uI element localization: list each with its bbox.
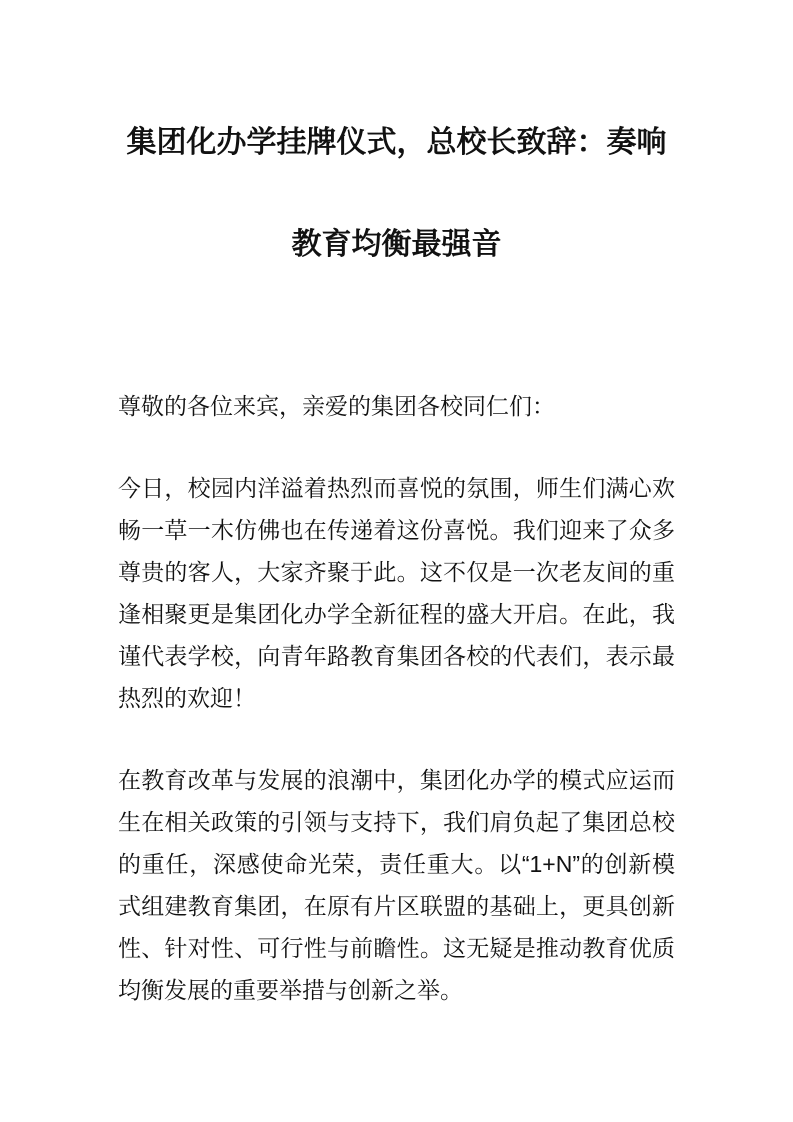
body-paragraph-1: 今日，校园内洋溢着热烈而喜悦的氛围，师生们满心欢畅一草一木仿佛也在传递着这份喜悦。我们迎来了众多尊贵的客人，大家齐聚于此。这不仅是一次老友间的重逢相聚更是集团化办学全新征程的盛大开启。在此，我谨代表学校，向青年路教育集团各校的代表们，表示最热烈的欢迎！	[118, 475, 675, 711]
document-title: 集团化办学挂牌仪式，总校长致辞：奏响教育均衡最强音	[126, 126, 667, 261]
document-content	[0, 92, 793, 1011]
body-paragraph-2: 在教育改革与发展的浪潮中，集团化办学的模式应运而生在相关政策的引领与支持下，我们肩负起了集团总校的重任，深感使命光荣，责任重大。以“1+N”的创新模式组建教育集团，在原有片区联盟的基础上，更具创新性、针对性、可行性与前瞻性。这无疑是推动教育优质均衡发展的重要举措与创新之举。	[118, 767, 675, 1003]
greeting-paragraph: 尊敬的各位来宾，亲爱的集团各校同仁们：	[118, 393, 555, 419]
